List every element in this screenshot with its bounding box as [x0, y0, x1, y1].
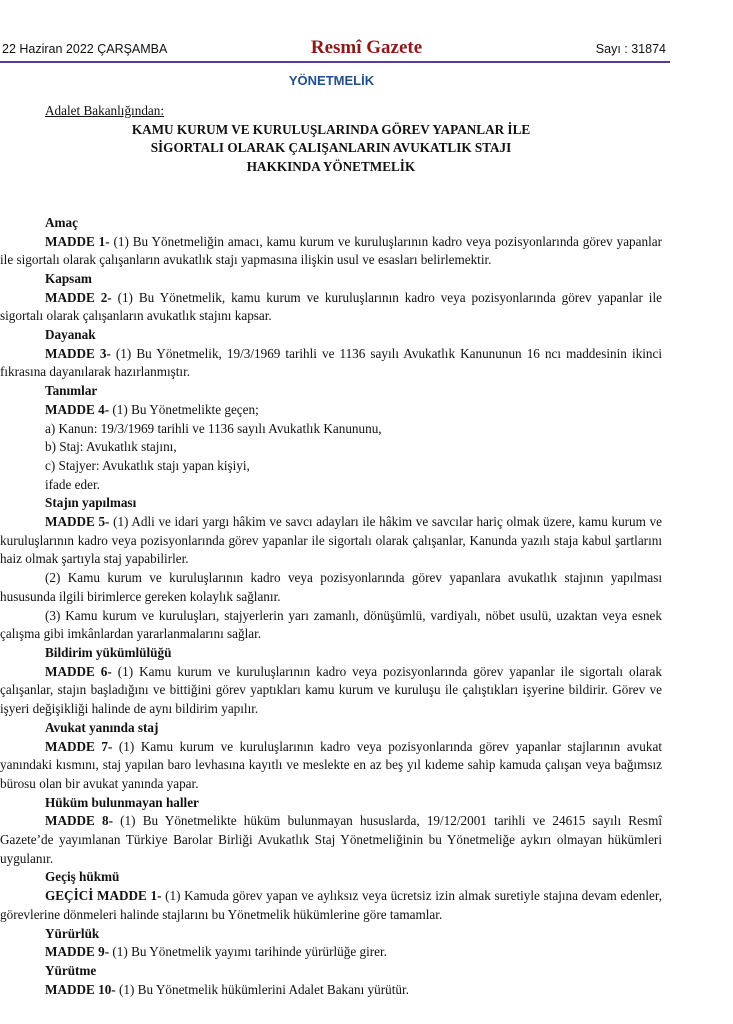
temporary-article-1-text: (1) Kamuda görev yapan ve aylıksız veya ücretsiz izin almak suretiyle stajına devam edenler, görevlerine dönmeleri halinde stajlarını bu Yönetmelik hükümlerine göre tamamlar. — [0, 888, 663, 922]
article-5-label: MADDE 5- — [45, 514, 110, 530]
article-4-text: (1) Bu Yönetmelikte geçen; — [109, 401, 259, 417]
article-4 — [0, 401, 662, 420]
article-5-paragraph-3: (3) Kamu kurum ve kuruluşları, stajyerlerin yarı zamanlı, dönüşümlü, vardiyalı, nöbet usulü, uzaktan veya esnek çalışma gibi imkânlardan yararlanmalarını sağlar. — [0, 607, 662, 642]
article-7-text: (1) Kamu kurum ve kuruluşlarının kadro veya pozisyonlarında görev yapanlar stajlarının avukat yanındaki kısmını, staj yapılan baro levhasına kayıtlı ve meslekte en az beş yıl kıdeme sahip kamuda çalışan veya bağımsız bürosu olan bir avukat yanında yapar. — [0, 738, 662, 791]
article-4-item-c: c) Stajyer: Avukatlık stajı yapan kişiyi, — [45, 457, 250, 473]
regulation-body — [0, 102, 662, 999]
heading-hukum: Hüküm bulunmayan haller — [45, 794, 199, 810]
article-9-label: MADDE 9- — [45, 944, 110, 960]
article-6 — [0, 663, 662, 719]
heading-staj: Stajın yapılması — [45, 495, 137, 511]
article-4-item-a: a) Kanun: 19/3/1969 tarihli ve 1136 sayılı Avukatlık Kanununu, — [45, 420, 382, 436]
article-7-label: MADDE 7- — [45, 738, 113, 754]
article-8-label: MADDE 8- — [45, 813, 113, 829]
article-4-item-b: b) Staj: Avukatlık stajını, — [45, 439, 177, 455]
issuer-line — [0, 102, 662, 121]
heading-bildirim: Bildirim yükümlülüğü — [45, 644, 172, 660]
article-5-text: (1) Adli ve idari yargı hâkim ve savcı adayları ile hâkim ve savcılar hariç olmak üzere, kamu kurum ve kuruluşlarının kadro veya pozisyonlarında görev yapanlar ile sigortalı olarak çalışanlar, Kanunda yazılı staja kabul şartlarını haiz olmak şartıyla staj yapabilirler. — [0, 514, 662, 567]
heading-yurutme: Yürütme — [45, 962, 97, 978]
section-label: YÖNETMELİK — [288, 73, 375, 88]
article-1-text: (1) Bu Yönetmeliğin amacı, kamu kurum ve kuruluşlarının kadro veya pozisyonlarında görev yapanlar ile sigortalı olarak çalışanların avukatlık stajı yapmasına ilişkin usul ve esasları belirlemektir. — [0, 233, 662, 268]
article-10-label: MADDE 10- — [45, 981, 116, 997]
issue-number: Sayı : 31874 — [595, 42, 666, 56]
article-3-label: MADDE 3- — [45, 345, 111, 361]
gazette-title: Resmî Gazete — [310, 37, 423, 58]
article-9 — [0, 943, 662, 962]
article-2-text: (1) Bu Yönetmelik, kamu kurum ve kuruluşlarının kadro veya pozisyonlarında görev yapanlar ile sigortalı olarak çalışanların avukatlık stajını kapsar. — [0, 289, 662, 324]
article-5-paragraph-2: (2) Kamu kurum ve kuruluşlarının kadro veya pozisyonlarında görev yapanlara avukatlık stajının yapılması hususunda ilgili birimlerce gereken kolaylık sağlanır. — [0, 570, 662, 604]
article-3-text: (1) Bu Yönetmelik, 19/3/1969 tarihli ve 1136 sayılı Avukatlık Kanununun 16 ncı maddesinin ikinci fıkrasına dayanılarak hazırlanmıştır. — [0, 345, 662, 380]
heading-dayanak: Dayanak — [45, 327, 96, 343]
heading-amac: Amaç — [45, 214, 78, 230]
temporary-article-1-label: GEÇİCİ MADDE 1- — [45, 888, 162, 904]
header-rule — [0, 61, 670, 63]
heading-tanimlar: Tanımlar — [45, 383, 98, 399]
article-10-text: (1) Bu Yönetmelik hükümlerini Adalet Bakanı yürütür. — [115, 981, 409, 997]
article-7 — [0, 738, 662, 794]
doc-title-line-1: KAMU KURUM VE KURULUŞLARINDA GÖREV YAPANLAR İLE — [131, 121, 531, 137]
article-4-end: ifade eder. — [45, 476, 100, 492]
issuer: Adalet Bakanlığından: — [45, 103, 165, 118]
article-8 — [0, 812, 662, 868]
article-10 — [0, 981, 662, 1000]
article-6-text: (1) Kamu kurum ve kuruluşlarının kadro veya pozisyonlarında görev yapanlar ile sigortalı olarak çalışanlar, stajın başladığını ve bittiğini görev yaptıkları kamu kurum ve kuruluşu ile çalıştıkları işyerine bildirir. Görev ve işyeri değişikliği halinde de aynı bildirim yapılır. — [0, 663, 662, 717]
article-1-label: MADDE 1- — [45, 233, 110, 249]
heading-yururluk: Yürürlük — [45, 925, 100, 941]
article-1 — [0, 233, 662, 270]
title-spacer — [0, 177, 662, 214]
article-5 — [0, 513, 662, 569]
article-4-label: MADDE 4- — [45, 401, 110, 417]
doc-title-line-2: SİGORTALI OLARAK ÇALIŞANLARIN AVUKATLIK STAJI — [150, 140, 512, 156]
doc-title-line-3: HAKKINDA YÖNETMELİK — [246, 159, 416, 175]
temporary-article-1 — [0, 887, 662, 924]
article-6-label: MADDE 6- — [45, 663, 112, 679]
heading-kapsam: Kapsam — [45, 270, 92, 286]
issue-date: 22 Haziran 2022 ÇARŞAMBA — [2, 42, 168, 56]
gazette-header — [0, 36, 733, 62]
article-2-label: MADDE 2- — [45, 289, 112, 305]
article-8-text: (1) Bu Yönetmelikte hüküm bulunmayan hususlarda, 19/12/2001 tarihli ve 24615 sayılı Resmî Gazete’de yayımlanan Türkiye Barolar Birliği Avukatlık Staj Yönetmeliğinin bu Yönetmeliğe aykırı olmayan hükümleri uygulanır. — [0, 813, 662, 866]
article-3 — [0, 345, 662, 382]
article-9-text: (1) Bu Yönetmelik yayımı tarihinde yürürlüğe girer. — [109, 944, 387, 960]
heading-avukat: Avukat yanında staj — [45, 719, 159, 735]
heading-gecis: Geçiş hükmü — [45, 869, 120, 885]
article-2 — [0, 289, 662, 326]
